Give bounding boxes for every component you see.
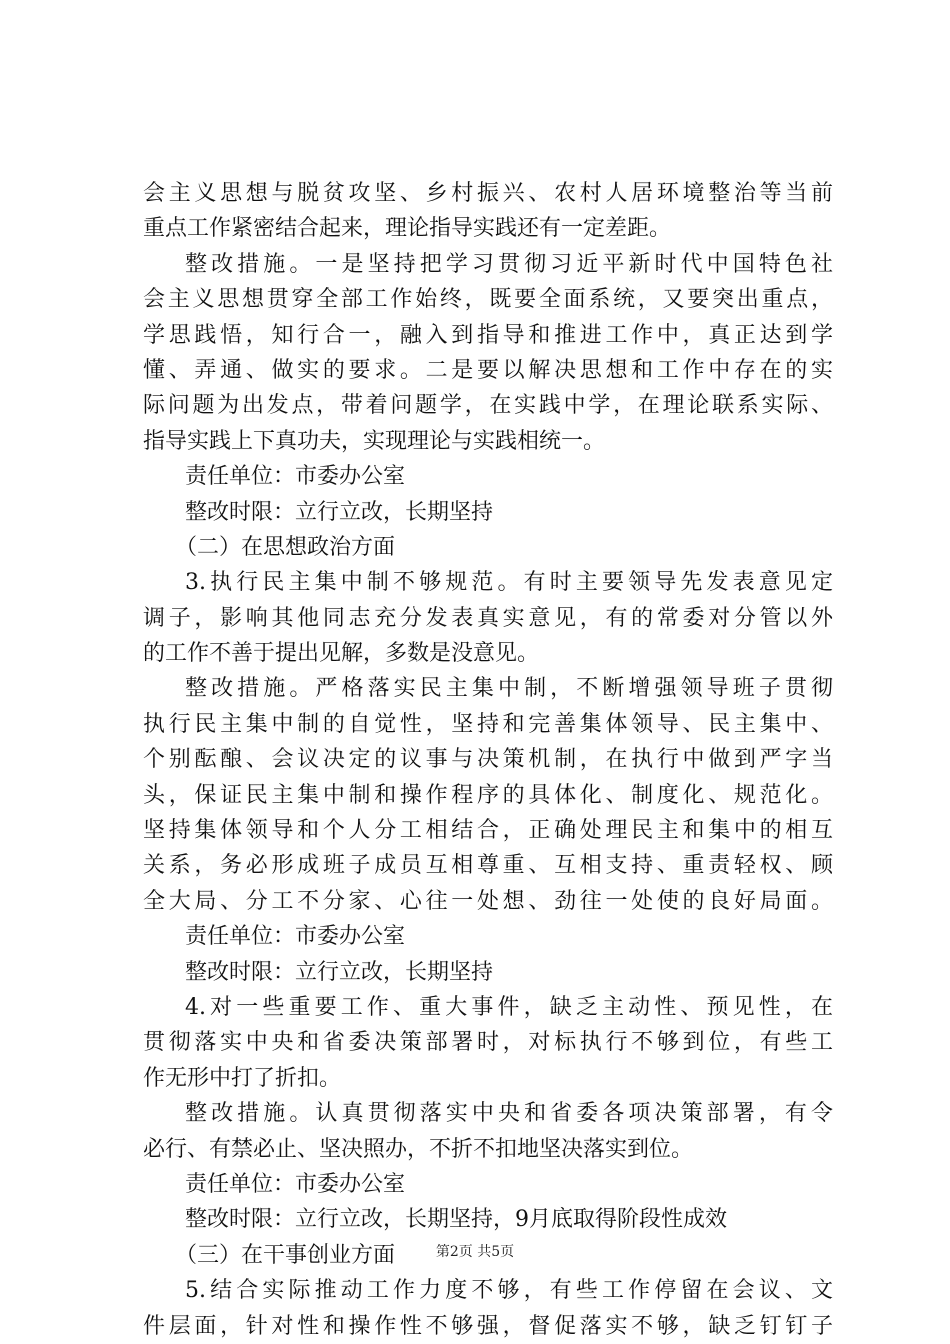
text-line: 4.对一些重要工作、重大事件，缺乏主动性、预见性，在 — [185, 994, 833, 1020]
text-line: 头，保证民主集中制和操作程序的具体化、制度化、规范化。 — [143, 782, 833, 808]
text-line: 执行民主集中制的自觉性，坚持和完善集体领导、民主集中、 — [143, 711, 833, 737]
text-line: 指导实践上下真功夫，实现理论与实践相统一。 — [143, 428, 606, 454]
text-line: 重点工作紧密结合起来，理论指导实践还有一定差距。 — [143, 216, 672, 242]
text-line: 作无形中打了折扣。 — [143, 1065, 342, 1091]
text-line: 贯彻落实中央和省委决策部署时，对标执行不够到位，有些工 — [143, 1030, 833, 1056]
text-line: 整改时限：立行立改，长期坚持，9月底取得阶段性成效 — [185, 1207, 727, 1233]
text-line: 整改时限：立行立改，长期坚持 — [185, 959, 494, 985]
text-line: 调子，影响其他同志充分发表真实意见，有的常委对分管以外 — [143, 605, 833, 631]
text-line: 学思践悟，知行合一，融入到指导和推进工作中，真正达到学 — [143, 322, 833, 348]
text-line: 坚持集体领导和个人分工相结合，正确处理民主和集中的相互 — [143, 818, 833, 844]
section-heading: （三）在干事创业方面 — [175, 1242, 396, 1268]
text-line: 整改时限：立行立改，长期坚持 — [185, 499, 494, 525]
text-line: 会主义思想与脱贫攻坚、乡村振兴、农村人居环境整治等当前 — [143, 181, 833, 206]
document-body — [143, 176, 833, 1344]
text-line: 懂、弄通、做实的要求。二是要以解决思想和工作中存在的实 — [143, 357, 833, 383]
text-line: 个别酝酿、会议决定的议事与决策机制，在执行中做到严字当 — [143, 747, 833, 773]
page-number: 第2页 共5页 — [435, 1244, 515, 1260]
text-line: 责任单位：市委办公室 — [185, 464, 406, 490]
text-line: 3.执行民主集中制不够规范。有时主要领导先发表意见定 — [185, 570, 833, 596]
text-line: 际问题为出发点，带着问题学，在实践中学，在理论联系实际、 — [143, 393, 833, 419]
text-line: 关系，务必形成班子成员互相尊重、互相支持、重责轻权、顾 — [143, 853, 833, 879]
text-line: 责任单位：市委办公室 — [185, 924, 406, 950]
text-line: 必行、有禁必止、坚决照办，不折不扣地坚决落实到位。 — [143, 1136, 694, 1162]
text-line: 的工作不善于提出见解，多数是没意见。 — [143, 641, 540, 667]
text-line: 件层面，针对性和操作性不够强，督促落实不够，缺乏钉钉子 — [143, 1313, 833, 1339]
text-line: 整改措施。认真贯彻落实中央和省委各项决策部署，有令 — [185, 1101, 833, 1127]
section-heading: （二）在思想政治方面 — [175, 534, 396, 560]
page-footer — [0, 1241, 950, 1261]
text-line: 整改措施。严格落实民主集中制，不断增强领导班子贯彻 — [185, 676, 833, 702]
text-line: 责任单位：市委办公室 — [185, 1171, 406, 1197]
text-line: 全大局、分工不分家、心往一处想、劲往一处使的良好局面。 — [143, 888, 833, 914]
text-line: 5.结合实际推动工作力度不够，有些工作停留在会议、文 — [185, 1278, 833, 1304]
text-line: 整改措施。一是坚持把学习贯彻习近平新时代中国特色社 — [185, 251, 833, 277]
text-line: 会主义思想贯穿全部工作始终，既要全面系统，又要突出重点， — [143, 287, 833, 313]
